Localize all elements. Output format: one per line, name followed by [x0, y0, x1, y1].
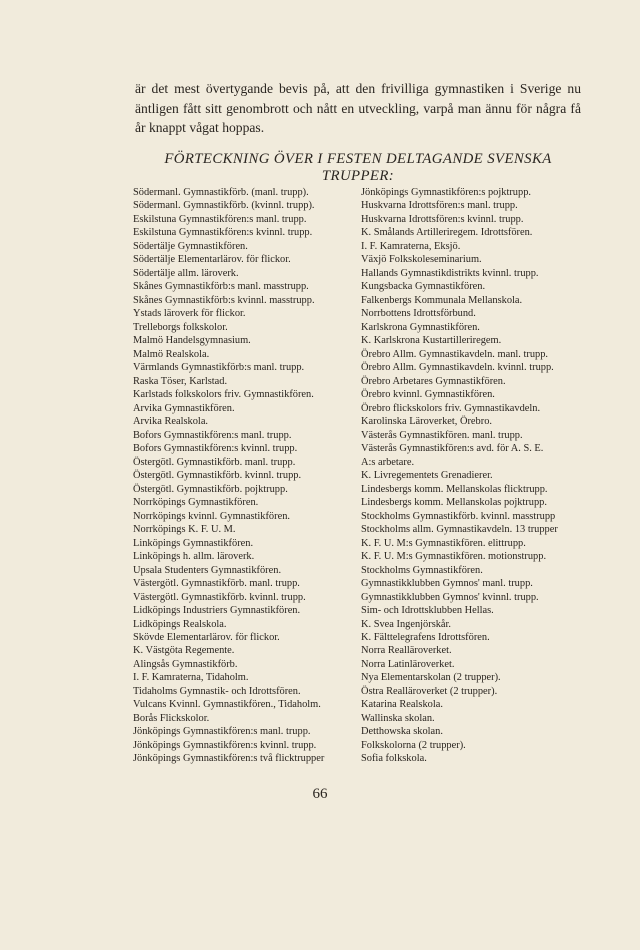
list-entry: Karlstads folkskolors friv. Gymnastikfören. — [133, 389, 314, 401]
list-entry: Jönköpings Gymnastikfören:s kvinnl. trupp. — [133, 739, 317, 751]
list-entry: Linköpings Gymnastikfören. — [133, 537, 254, 549]
list-entry: Södertälje Gymnastikfören. — [133, 240, 248, 252]
list-entry: Örebro Allm. Gymnastikavdeln. manl. trupp. — [361, 348, 549, 360]
list-entry: Malmö Handelsgymnasium. — [133, 335, 251, 347]
list-entry: Nya Elementarskolan (2 trupper). — [361, 672, 501, 684]
list-entry: Södermanl. Gymnastikförb. (manl. trupp). — [133, 187, 309, 198]
list-entry: K. Karlskrona Kustartilleriregem. — [361, 335, 502, 347]
list-entry: Västergötl. Gymnastikförb. kvinnl. trupp. — [133, 591, 306, 603]
list-entry: Skövde Elementarlärov. för flickor. — [133, 631, 280, 643]
list-entry: Örebro Allm. Gymnastikavdeln. kvinnl. trupp. — [361, 362, 554, 374]
list-entry: Västerås Gymnastikfören:s avd. för A. S. E. — [361, 443, 544, 455]
list-entry: Arvika Realskola. — [133, 416, 209, 428]
list-entry: Jönköpings Gymnastikfören:s två flicktrupper — [133, 753, 325, 765]
list-entry: Karlskrona Gymnastikfören. — [361, 321, 480, 333]
list-entry: Norra Latinläroverket. — [361, 658, 455, 670]
list-entry: Malmö Realskola. — [133, 348, 210, 360]
list-entry: Örebro flickskolors friv. Gymnastikavdeln. — [361, 402, 541, 414]
list-entry: Bofors Gymnastikfören:s kvinnl. trupp. — [133, 443, 298, 455]
list-entry: Skånes Gymnastikförb:s manl. masstrupp. — [133, 281, 309, 293]
list-entry: Lidköpings Industriers Gymnastikfören. — [133, 605, 301, 617]
list-entry: Alingsås Gymnastikförb. — [133, 658, 238, 670]
list-entry: Norrköpings K. F. U. M. — [133, 524, 236, 536]
list-entry: Eskilstuna Gymnastikfören:s manl. trupp. — [133, 213, 307, 225]
list-entry: Eskilstuna Gymnastikfören:s kvinnl. trupp. — [133, 227, 313, 239]
list-entry: Tidaholms Gymnastik- och Idrottsfören. — [133, 685, 301, 697]
list-entry: Kungsbacka Gymnastikfören. — [361, 281, 486, 293]
list-entry: Norrköpings kvinnl. Gymnastikfören. — [133, 510, 290, 522]
list-entry: Växjö Folkskoleseminarium. — [361, 254, 482, 266]
list-entry: Lindesbergs komm. Mellanskolas pojktrupp. — [361, 497, 547, 509]
left-column — [133, 186, 349, 766]
list-entry: I. F. Kamraterna, Eksjö. — [361, 240, 461, 252]
list-entry: Örebro Arbetares Gymnastikfören. — [361, 375, 506, 387]
list-entry: Södertälje Elementarlärov. för flickor. — [133, 254, 291, 266]
list-entry: Stockholms Gymnastikförb. kvinnl. masstrupp — [361, 510, 556, 522]
list-entry: Karolinska Läroverket, Örebro. — [361, 416, 492, 428]
list-entry: Skånes Gymnastikförb:s kvinnl. masstrupp. — [133, 294, 315, 306]
list-entry: Värmlands Gymnastikförb:s manl. trupp. — [133, 362, 305, 374]
list-entry: Lindesbergs komm. Mellanskolas flicktrupp. — [361, 483, 548, 495]
list-entry: Falkenbergs Kommunala Mellanskola. — [361, 294, 523, 306]
list-entry: Västerås Gymnastikfören. manl. trupp. — [361, 429, 523, 441]
list-entry: I. F. Kamraterna, Tidaholm. — [133, 672, 249, 684]
list-entry: Örebro kvinnl. Gymnastikfören. — [361, 389, 495, 401]
list-entry: Norrköpings Gymnastikfören. — [133, 497, 259, 509]
list-entry: Trelleborgs folkskolor. — [133, 321, 228, 333]
list-entry: Norrbottens Idrottsförbund. — [361, 308, 476, 320]
list-entry: Borås Flickskolor. — [133, 712, 210, 724]
list-entry: Katarina Realskola. — [361, 699, 443, 711]
intro-text: är det mest övertygande bevis på, att den frivilliga gymnastiken i Sverige nu äntligen fått sitt genombrott och nått en utveckling, varpå man ännu för några få år knappt vågat hoppas. — [135, 81, 581, 135]
list-entry: Lidköpings Realskola. — [133, 618, 227, 630]
list-entry: Arvika Gymnastikfören. — [133, 402, 235, 414]
list-entry: A:s arbetare. — [361, 456, 415, 468]
list-entry: Södertälje allm. läroverk. — [133, 267, 239, 279]
list-entry: Östergötl. Gymnastikförb. kvinnl. trupp. — [133, 470, 302, 482]
list-entry: Linköpings h. allm. läroverk. — [133, 551, 255, 563]
list-entry: Upsala Studenters Gymnastikfören. — [133, 564, 282, 576]
list-entry: Detthowska skolan. — [361, 726, 443, 738]
list-entry: Östra Realläroverket (2 trupper). — [361, 685, 498, 697]
list-entry: K. F. U. M:s Gymnastikfören. motionstrupp. — [361, 551, 547, 563]
list-entry: Huskvarna Idrottsfören:s manl. trupp. — [361, 200, 518, 212]
list-entry: Jönköpings Gymnastikfören:s manl. trupp. — [133, 726, 311, 738]
list-entry: Östergötl. Gymnastikförb. manl. trupp. — [133, 456, 296, 468]
list-entry: Sim- och Idrottsklubben Hellas. — [361, 605, 494, 617]
list-entry: Bofors Gymnastikfören:s manl. trupp. — [133, 429, 292, 441]
list-entry: Wallinska skolan. — [361, 712, 435, 724]
list-entry: K. Fälttelegrafens Idrottsfören. — [361, 631, 490, 643]
list-entry: K. Svea Ingenjörskår. — [361, 618, 452, 630]
list-entry: Gymnastikklubben Gymnos' manl. trupp. — [361, 578, 533, 590]
list-heading: FÖRTECKNING ÖVER I FESTEN DELTAGANDE SVENSKA TRUPPER: — [164, 151, 552, 184]
list-entry: Jönköpings Gymnastikfören:s pojktrupp. — [361, 187, 531, 198]
list-entry: Vulcans Kvinnl. Gymnastikfören., Tidaholm. — [133, 699, 321, 711]
list-entry: Huskvarna Idrottsfören:s kvinnl. trupp. — [361, 213, 524, 225]
intro-paragraph — [135, 79, 581, 138]
list-entry: Norra Realläroverket. — [361, 645, 452, 657]
list-entry: Raska Töser, Karlstad. — [133, 375, 228, 387]
list-entry: Sofia folkskola. — [361, 753, 427, 765]
list-entry: Södermanl. Gymnastikförb. (kvinnl. trupp). — [133, 200, 315, 212]
list-entry: Västergötl. Gymnastikförb. manl. trupp. — [133, 578, 300, 590]
list-entry: Stockholms allm. Gymnastikavdeln. 13 trupper — [361, 524, 558, 536]
list-entry: K. Smålands Artilleriregem. Idrottsfören. — [361, 227, 533, 239]
right-column — [361, 186, 583, 766]
list-entry: Folkskolorna (2 trupper). — [361, 739, 466, 751]
page-number: 66 — [312, 786, 328, 802]
list-entry: K. F. U. M:s Gymnastikfören. elittrupp. — [361, 537, 526, 549]
list-entry: K. Livregementets Grenadierer. — [361, 470, 493, 482]
list-entry: K. Västgöta Regemente. — [133, 645, 235, 657]
list-entry: Gymnastikklubben Gymnos' kvinnl. trupp. — [361, 591, 539, 603]
list-entry: Stockholms Gymnastikfören. — [361, 564, 483, 576]
list-entry: Ystads läroverk för flickor. — [133, 308, 246, 320]
list-entry: Östergötl. Gymnastikförb. pojktrupp. — [133, 483, 288, 495]
list-entry: Hallands Gymnastikdistrikts kvinnl. trupp. — [361, 267, 539, 279]
